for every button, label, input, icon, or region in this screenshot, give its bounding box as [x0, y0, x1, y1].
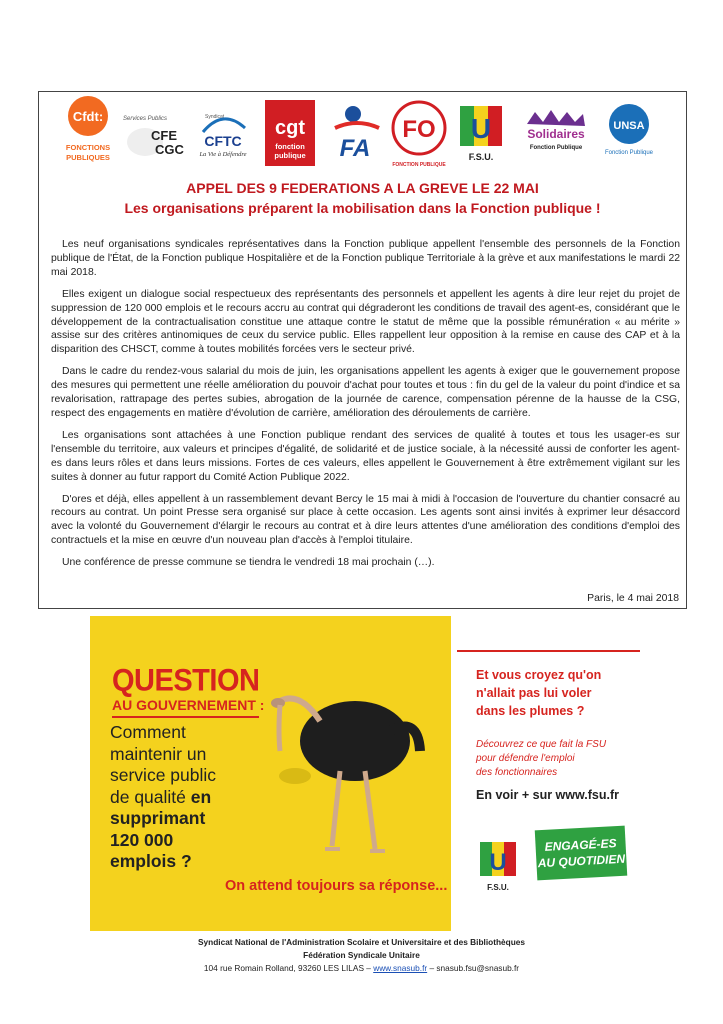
svg-text:CFTC: CFTC: [204, 133, 242, 149]
ad-question-subheading: AU GOUVERNEMENT :: [112, 697, 265, 713]
fa-logo: [329, 94, 383, 170]
fsu-ad-panel: [90, 616, 451, 931]
paragraph: Les organisations sont attachées à une Fonction publique rendant des services de qualité à toutes et tous les usager-es sur l'ensemble du territoire, aux valeurs et principes d'égalité, de solidarité et de justice sociale, à la nécessité aussi de conforter les agent-es dans leurs rôles et dans leurs missions. Fortes de ces valeurs, elles appellent le Gouvernement à être extrêmement vigilant sur les suites à donner au futur rapport du Comité Action Publique 2022.: [51, 429, 680, 483]
solidaires-logo: [519, 94, 593, 170]
svg-text:U: U: [470, 113, 492, 144]
cftc-logo: [191, 94, 255, 170]
ad-side-question: Et vous croyez qu'on n'allait pas lui voler dans les plumes ?: [476, 668, 602, 718]
union-logos: [51, 94, 676, 174]
svg-text:CFE: CFE: [151, 128, 177, 143]
tract-frame: [38, 91, 687, 609]
snasub-website-link[interactable]: www.snasub.fr: [373, 963, 428, 973]
ad-question-body: Comment maintenir un service public de qualité en supprimant 120 000 emplois ?: [110, 722, 217, 871]
svg-text:Syndicat: Syndicat: [205, 114, 225, 120]
fo-logo: [389, 94, 449, 170]
svg-text:Fonction Publique: Fonction Publique: [604, 150, 654, 156]
svg-text:fonction: fonction: [275, 142, 305, 151]
svg-text:Fonction Publique: Fonction Publique: [529, 145, 583, 151]
cfe-cgc-logo: [121, 94, 187, 170]
cgt-logo: [265, 94, 315, 170]
ad-question-heading: QUESTION: [112, 663, 260, 699]
paragraph: Les neuf organisations syndicales représentatives dans la Fonction publique appellent l'ensemble des personnels de la Fonction publique de l'État, de la Fonction publique Hospitalière et de la Fonction publique Territoriale à la grève et aux manifestations le mardi 22 mai 2018.: [51, 239, 680, 278]
paragraph: Elles exigent un dialogue social respectueux des représentants des personnels et appellent les agents à dire leur rejet du projet de suppression de 120 000 emplois et le recours accru au contrat qui dégraderont les conditions de travail des agent-es, considérant que le développement de la contractualisation constitue une attaque contre le statut de même que la possible rémunération « au mérite » assise sur des critères antinomiques de ceux du service public. Elles rappellent leur opposition à la remise en cause des CAP et à la disparition des CHSCT, comme à toutes mobilités forcées vers le secteur privé.: [51, 288, 680, 356]
svg-text:Services Publics: Services Publics: [123, 116, 168, 122]
svg-text:cgt: cgt: [275, 117, 305, 139]
paragraph: Une conférence de presse commune se tiendra le vendredi 18 mai prochain (…).: [62, 557, 435, 569]
svg-text:F.S.U.: F.S.U.: [468, 152, 494, 162]
footer-union-name: Syndicat National de l'Administration Scolaire et Universitaire et des Bibliothèques: [197, 937, 525, 947]
fsu-ad-sidebar: [456, 650, 641, 935]
svg-text:publique: publique: [274, 151, 306, 160]
paragraph: D'ores et déjà, elles appellent à un rassemblement devant Bercy le 15 mai à midi à l'occasion de l'ouverture du chantier consacré au recours au contrat. Un point Presse sera organisé sur place à cette occasion. Les agents sont ainsi invités à exprimer leur désaccord avec la volonté du Gouvernement d'élargir le recours au contrat et à dire leurs attentes d'une amélioration des conditions d'emploi des contractuels et la mise en œuvre d'un nouveau plan d'accès à l'emploi titulaire.: [51, 493, 680, 547]
tract-body: [51, 238, 680, 578]
svg-text:FA: FA: [339, 135, 371, 162]
svg-text:FONCTIONS: FONCTIONS: [65, 143, 111, 152]
paragraph: Dans le cadre du rendez-vous salarial du mois de juin, les organisations appellent les agents à exiger que le gouvernement propose des mesures qui permettent une réelle amélioration du pouvoir d'achat pour toutes et tous : fin du gel de la valeur du point d'indice et sa revalorisation, rattrapage des pertes subies, abrogation de la journée de carence, compensation pérenne de la hausse de la CSG, respect des engagements en matière d'évolution de carrière, amélioration des déroulements de carrière.: [51, 366, 680, 419]
fsu-website-link[interactable]: En voir + sur www.fsu.fr: [476, 788, 619, 802]
ostrich-illustration: [240, 671, 440, 871]
svg-text:CGC: CGC: [155, 142, 184, 157]
footer-federation: Fédération Syndicale Unitaire: [303, 950, 420, 960]
cfdt-logo: [61, 94, 119, 170]
dateline: Paris, le 4 mai 2018: [587, 593, 679, 604]
svg-text:PUBLIQUES: PUBLIQUES: [66, 153, 110, 162]
svg-text:La Vie à Défendre: La Vie à Défendre: [199, 151, 247, 158]
engaged-badge: ENGAGÉ-ES AU QUOTIDIEN: [535, 826, 627, 881]
svg-text:U: U: [489, 849, 507, 876]
svg-text:FO: FO: [402, 116, 436, 143]
svg-text:UNSA: UNSA: [613, 120, 645, 132]
fsu-ad-logo: [478, 838, 522, 894]
unsa-logo: [603, 94, 663, 170]
appeal-subtitle: Les organisations préparent la mobilisation dans la Fonction publique !: [124, 200, 601, 216]
ad-divider: [112, 716, 259, 718]
footer-contact: 104 rue Romain Rolland, 93260 LES LILAS – www.snasub.fr – snasub.fsu@snasub.fr: [203, 963, 520, 973]
fsu-logo: [456, 94, 508, 170]
svg-text:FONCTION PUBLIQUE: FONCTION PUBLIQUE: [392, 162, 446, 168]
appeal-title: APPEL DES 9 FEDERATIONS A LA GREVE LE 22 MAI: [186, 180, 539, 196]
ad-answer: On attend toujours sa réponse...: [225, 878, 448, 894]
svg-text:Solidaires: Solidaires: [527, 127, 585, 141]
footer: [0, 936, 723, 975]
ad-side-divider: [457, 650, 640, 652]
svg-text:F.S.U.: F.S.U.: [487, 883, 509, 892]
ad-side-description: Découvrez ce que fait la FSU pour défendre l'emploi des fonctionnaires: [476, 739, 607, 778]
svg-text:Cfdt:: Cfdt:: [72, 109, 104, 124]
